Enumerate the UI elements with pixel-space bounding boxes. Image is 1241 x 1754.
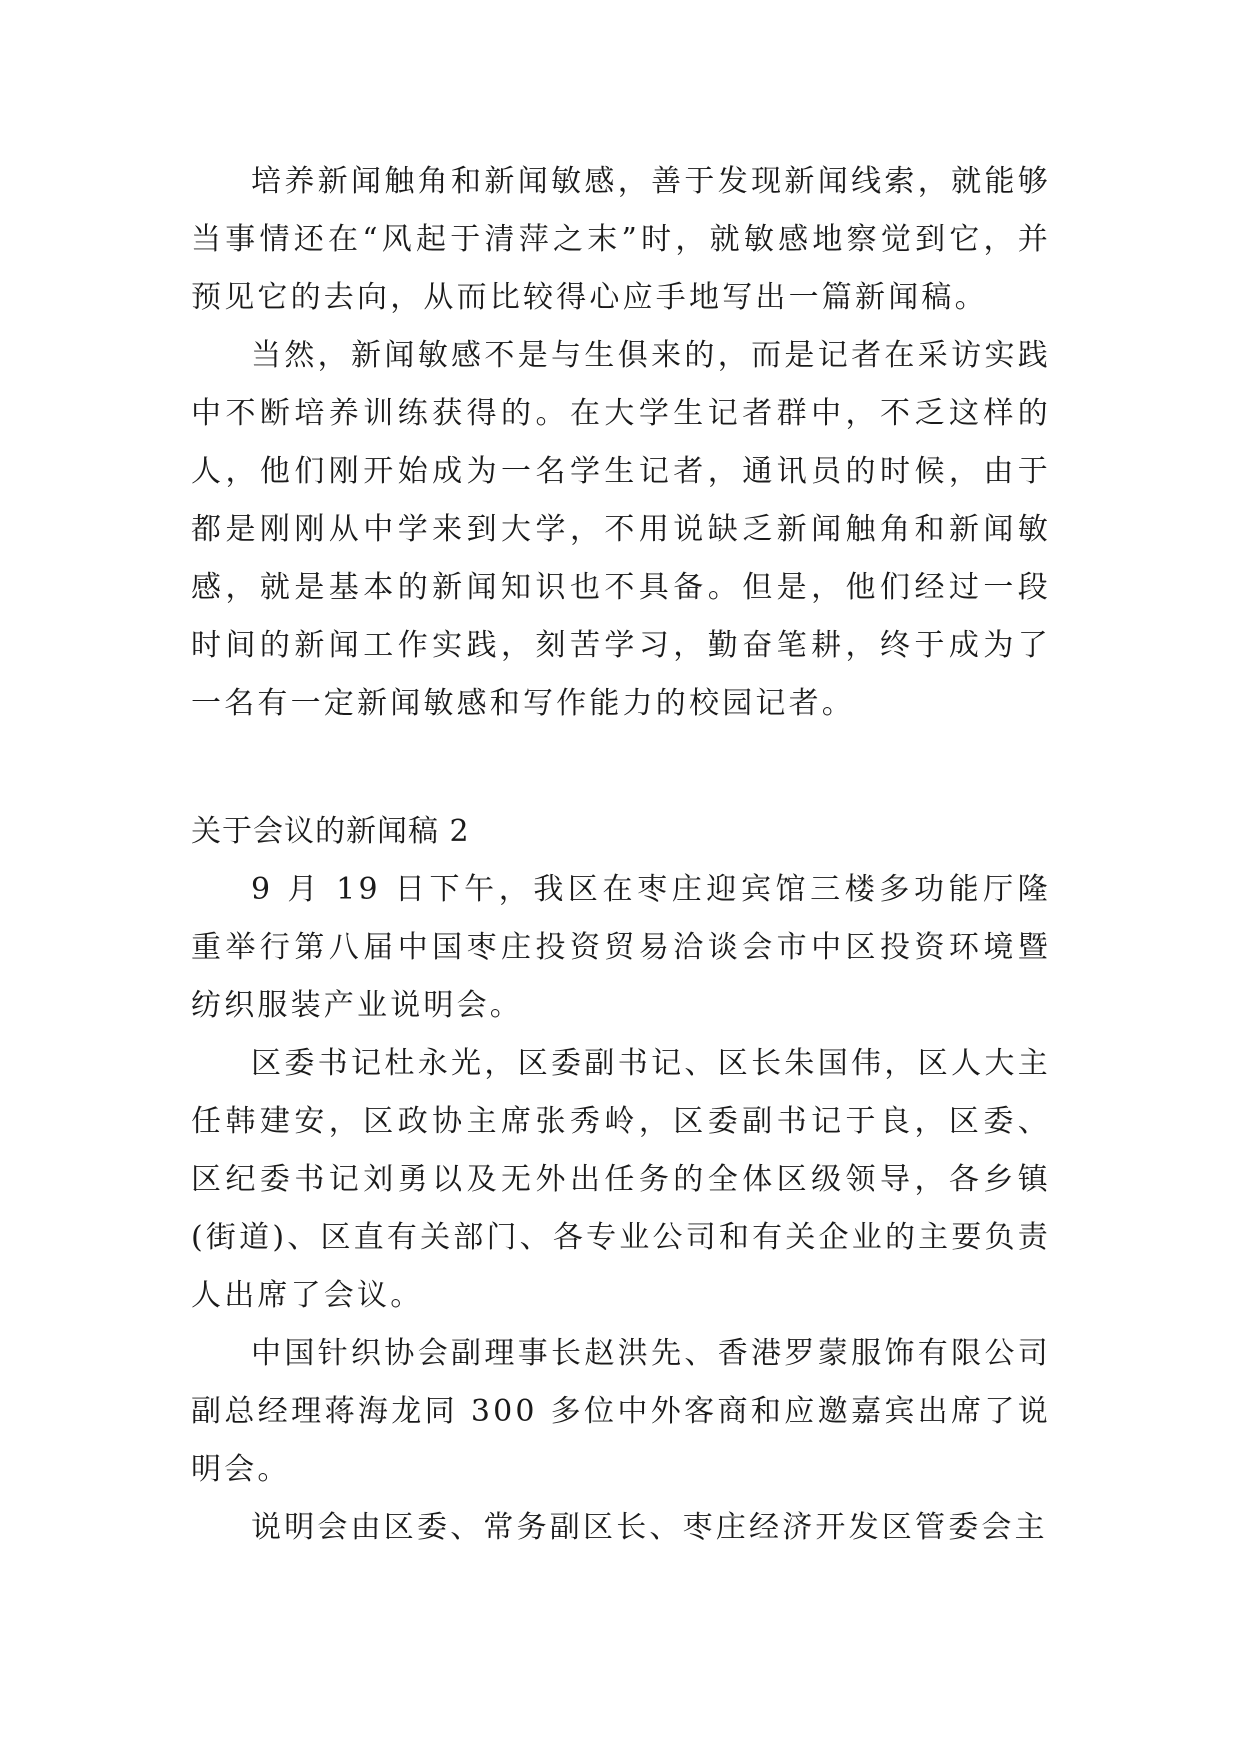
paragraph: 9 月 19 日下午，我区在枣庄迎宾馆三楼多功能厅隆重举行第八届中国枣庄投资贸易洽谈会市中区投资环境暨纺织服装产业说明会。	[191, 872, 1051, 1023]
paragraph: 当然，新闻敏感不是与生俱来的，而是记者在采访实践中不断培养训练获得的。在大学生记者群中，不乏这样的人，他们刚开始成为一名学生记者，通讯员的时候，由于都是刚刚从中学来到大学，不用说缺乏新闻触角和新闻敏感，就是基本的新闻知识也不具备。但是，他们经过一段时间的新闻工作实践，刻苦学习，勤奋笔耕，终于成为了一名有一定新闻敏感和写作能力的校园记者。	[191, 338, 1051, 721]
document-page	[191, 153, 1051, 1557]
paragraph: 培养新闻触角和新闻敏感，善于发现新闻线索，就能够当事情还在“风起于清萍之末”时，就敏感地察觉到它，并预见它的去向，从而比较得心应手地写出一篇新闻稿。	[191, 164, 1051, 315]
paragraph: 说明会由区委、常务副区长、枣庄经济开发区管委会主	[251, 1510, 1048, 1545]
paragraph: 区委书记杜永光，区委副书记、区长朱国伟，区人大主任韩建安，区政协主席张秀岭，区委副书记于良，区委、区纪委书记刘勇以及无外出任务的全体区级领导，各乡镇(街道)、区直有关部门、各专业公司和有关企业的主要负责人出席了会议。	[191, 1046, 1051, 1313]
section-title: 关于会议的新闻稿 2	[191, 814, 470, 849]
paragraph: 中国针织协会副理事长赵洪先、香港罗蒙服饰有限公司副总经理蒋海龙同 300 多位中外客商和应邀嘉宾出席了说明会。	[191, 1336, 1051, 1487]
section-gap	[191, 733, 1051, 803]
